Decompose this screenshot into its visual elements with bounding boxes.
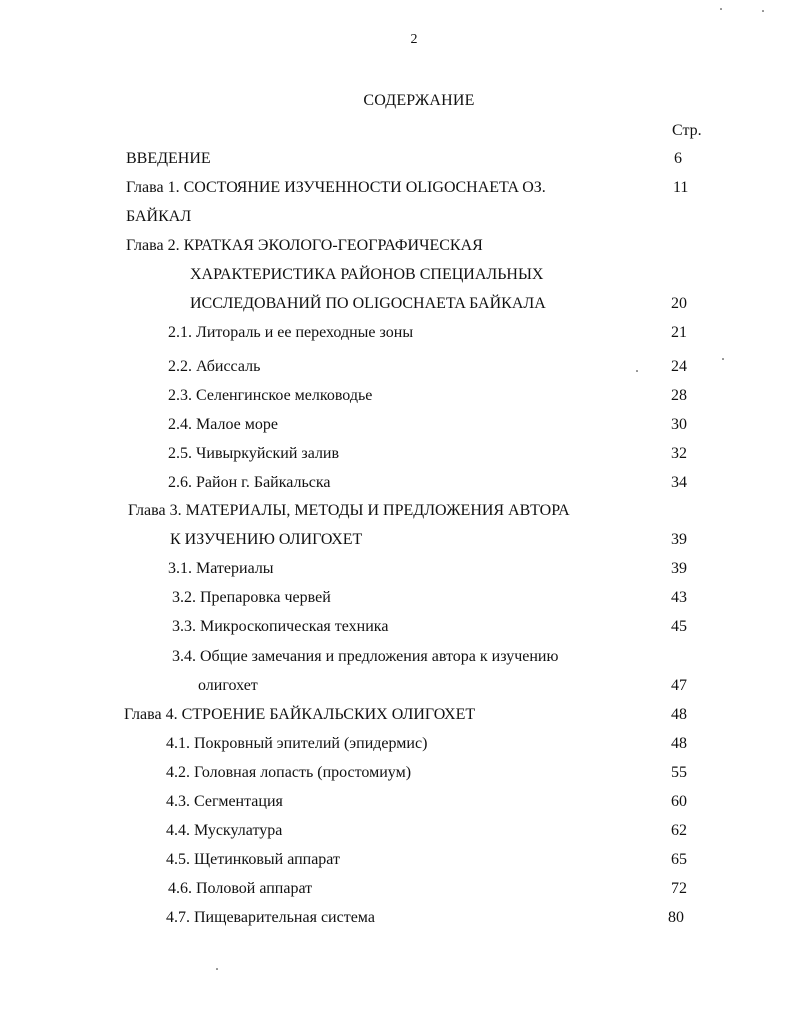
toc-entry-text: 2.4. Малое море	[168, 416, 278, 433]
toc-entry-text: Глава 1. СОСТОЯНИЕ ИЗУЧЕННОСТИ OLIGOCHAETA ОЗ.	[126, 179, 546, 196]
toc-entry-text: 4.2. Головная лопасть (простомиум)	[166, 764, 412, 781]
toc-entry-text: 2.3. Селенгинское мелководье	[168, 387, 373, 404]
scan-speck	[636, 370, 638, 372]
pages-column-header: Стр.	[672, 122, 702, 139]
toc-entry-text: 4.5. Щетинковый аппарат	[166, 851, 340, 868]
toc-entry-text: 3.4. Общие замечания и предложения автора к изучению	[172, 648, 559, 665]
toc-entry-text: БАЙКАЛ	[126, 208, 192, 225]
toc-entry-page: 80	[668, 909, 684, 926]
scan-speck	[216, 968, 218, 970]
toc-entry-page: 62	[671, 822, 687, 839]
toc-entry-text: 3.1. Материалы	[168, 560, 274, 577]
toc-entry-text: 4.1. Покровный эпителий (эпидермис)	[166, 735, 428, 752]
toc-entry-text: олигохет	[198, 677, 258, 694]
toc-entry-page: 32	[671, 445, 687, 462]
toc-entry-text: Глава 2. КРАТКАЯ ЭКОЛОГО-ГЕОГРАФИЧЕСКАЯ	[126, 237, 483, 254]
toc-entry-page: 6	[674, 150, 682, 167]
toc-entry-page: 30	[671, 416, 687, 433]
toc-entry-page: 72	[671, 880, 687, 897]
scan-speck	[720, 8, 722, 10]
toc-entry-page: 20	[671, 295, 687, 312]
toc-entry-page: 60	[671, 793, 687, 810]
toc-entry-page: 39	[671, 531, 687, 548]
toc-entry-text: 4.4. Мускулатура	[166, 822, 283, 839]
scan-speck	[762, 10, 764, 12]
toc-entry-text: 4.6. Половой аппарат	[168, 880, 313, 897]
toc-entry-text: 3.3. Микроскопическая техника	[172, 618, 389, 635]
toc-entry-page: 47	[671, 677, 687, 694]
toc-entry-page: 55	[671, 764, 687, 781]
toc-entry-text: 4.3. Сегментация	[166, 793, 283, 810]
page-number: 2	[410, 32, 418, 47]
toc-entry-page: 48	[671, 706, 687, 723]
toc-entry-text: 2.6. Район г. Байкальска	[168, 474, 331, 491]
toc-entry-text: ВВЕДЕНИЕ	[126, 150, 211, 167]
toc-entry-page: 39	[671, 560, 687, 577]
toc-entry-text: 4.7. Пищеварительная система	[166, 909, 375, 926]
toc-entry-text: 2.5. Чивыркуйский залив	[168, 445, 340, 462]
toc-entry-page: 43	[671, 589, 687, 606]
toc-entry-text: ИССЛЕДОВАНИЙ ПО OLIGOCHAETA БАЙКАЛА	[190, 295, 546, 312]
toc-entry-text: 2.1. Литораль и ее переходные зоны	[168, 324, 414, 341]
toc-entry-page: 21	[671, 324, 687, 341]
toc-entry-text: 3.2. Препаровка червей	[172, 589, 331, 606]
toc-entry-page: 65	[671, 851, 687, 868]
toc-entry-page: 45	[671, 618, 687, 635]
toc-entry-page: 24	[671, 358, 687, 375]
scan-speck	[722, 358, 724, 360]
toc-entry-text: ХАРАКТЕРИСТИКА РАЙОНОВ СПЕЦИАЛЬНЫХ	[190, 266, 544, 283]
toc-entry-text: 2.2. Абиссаль	[168, 358, 261, 375]
toc-entry-page: 11	[673, 179, 689, 196]
toc-entry-text: Глава 3. МАТЕРИАЛЫ, МЕТОДЫ И ПРЕДЛОЖЕНИЯ АВТОРА	[128, 502, 570, 519]
toc-entry-text: Глава 4. СТРОЕНИЕ БАЙКАЛЬСКИХ ОЛИГОХЕТ	[124, 706, 476, 723]
toc-entry-page: 28	[671, 387, 687, 404]
toc-entry-page: 48	[671, 735, 687, 752]
toc-title: СОДЕРЖАНИЕ	[363, 92, 475, 109]
toc-entry-text: К ИЗУЧЕНИЮ ОЛИГОХЕТ	[170, 531, 363, 548]
toc-entry-page: 34	[671, 474, 687, 491]
